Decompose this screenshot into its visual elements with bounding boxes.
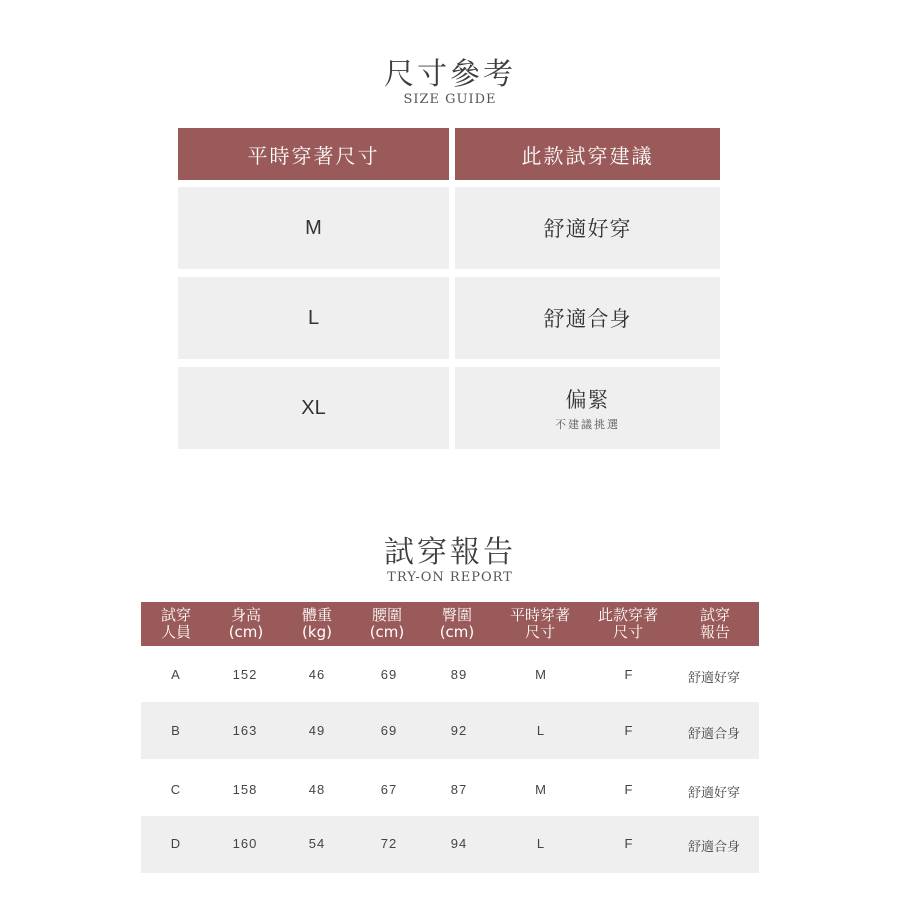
recommendation-note: 不建議挑選	[555, 418, 620, 431]
cell-this-size: F	[624, 723, 634, 738]
cell-weight: 49	[308, 723, 326, 738]
report-header-this-size: 此款穿著 尺寸	[597, 606, 658, 641]
recommendation-text: 舒適合身	[543, 307, 632, 331]
cell-height: 163	[232, 723, 258, 738]
report-header-weight: 體重 (kg)	[301, 606, 332, 641]
cell-weight: 48	[308, 782, 326, 797]
size-value: XL	[301, 396, 326, 419]
size-guide-rec-cell	[455, 277, 720, 359]
report-title: 試穿報告	[384, 535, 516, 570]
report-header-report: 試穿 報告	[699, 606, 730, 641]
cell-height: 152	[232, 667, 258, 682]
cell-usual-size: L	[536, 836, 546, 851]
recommendation-text: 舒適好穿	[543, 217, 632, 241]
cell-tester: D	[170, 836, 182, 851]
cell-tester: B	[171, 723, 181, 738]
size-guide-title: 尺寸參考	[384, 57, 516, 92]
report-header-height: 身高 (cm)	[228, 606, 264, 641]
size-guide-header-recommendation: 此款試穿建議	[455, 128, 720, 180]
cell-tester: C	[170, 782, 182, 797]
report-header-waist: 腰圍 (cm)	[369, 606, 405, 641]
cell-report: 舒適好穿	[687, 786, 740, 801]
cell-height: 158	[232, 782, 258, 797]
size-guide-subtitle: SIZE GUIDE	[403, 92, 497, 107]
size-guide-header-usual-size: 平時穿著尺寸	[178, 128, 449, 180]
report-header-hip: 臀圍 (cm)	[439, 606, 475, 641]
cell-this-size: F	[624, 782, 634, 797]
cell-waist: 72	[380, 836, 398, 851]
cell-report: 舒適好穿	[687, 671, 740, 686]
size-guide-size-cell	[178, 187, 449, 269]
cell-waist: 69	[380, 667, 398, 682]
cell-usual-size: M	[535, 667, 547, 682]
cell-waist: 67	[380, 782, 398, 797]
report-header-usual-size: 平時穿著 尺寸	[509, 606, 570, 641]
cell-usual-size: M	[535, 782, 547, 797]
size-value: L	[307, 306, 320, 329]
size-guide-rec-cell	[455, 187, 720, 269]
cell-usual-size: L	[536, 723, 546, 738]
cell-hip: 89	[450, 667, 468, 682]
cell-report: 舒適合身	[687, 840, 740, 855]
cell-hip: 87	[450, 782, 468, 797]
size-guide-rec-cell	[455, 367, 720, 449]
size-guide-size-cell	[178, 277, 449, 359]
cell-height: 160	[232, 836, 258, 851]
cell-hip: 92	[450, 723, 468, 738]
recommendation-text: 偏緊	[565, 388, 610, 412]
cell-report: 舒適合身	[687, 727, 740, 742]
cell-this-size: F	[624, 836, 634, 851]
cell-tester: A	[171, 667, 181, 682]
cell-hip: 94	[450, 836, 468, 851]
size-guide-title-block	[0, 58, 900, 108]
cell-waist: 69	[380, 723, 398, 738]
report-subtitle: TRY-ON REPORT	[387, 570, 513, 585]
cell-weight: 54	[308, 836, 326, 851]
cell-this-size: F	[624, 667, 634, 682]
cell-weight: 46	[308, 667, 326, 682]
report-title-block	[0, 536, 900, 586]
report-header-tester: 試穿 人員	[160, 606, 191, 641]
size-guide-size-cell	[178, 367, 449, 449]
size-value: M	[305, 216, 322, 239]
